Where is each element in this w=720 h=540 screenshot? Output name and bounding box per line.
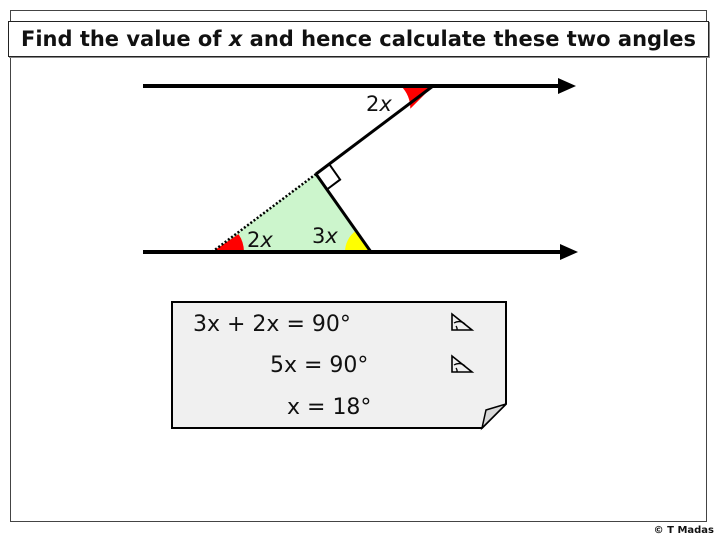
angle-left-label: 2x (247, 228, 273, 252)
angle-top-label: 2x (366, 92, 392, 116)
working-line-1: 3x + 2x = 90° (193, 312, 351, 337)
angle-right-label: 3x (312, 224, 338, 248)
title-prefix: Find the value of (20, 27, 222, 51)
title-variable: x (228, 27, 243, 51)
top-line-arrowhead (558, 78, 576, 94)
bottom-line-arrowhead (560, 244, 578, 260)
title-suffix: and hence calculate these two angles (249, 27, 697, 51)
copyright-text: © T Madas (653, 525, 714, 536)
working-line-3: x = 18° (287, 395, 372, 420)
working-line-2: 5x = 90° (270, 353, 369, 378)
right-angle-marker (327, 164, 340, 189)
